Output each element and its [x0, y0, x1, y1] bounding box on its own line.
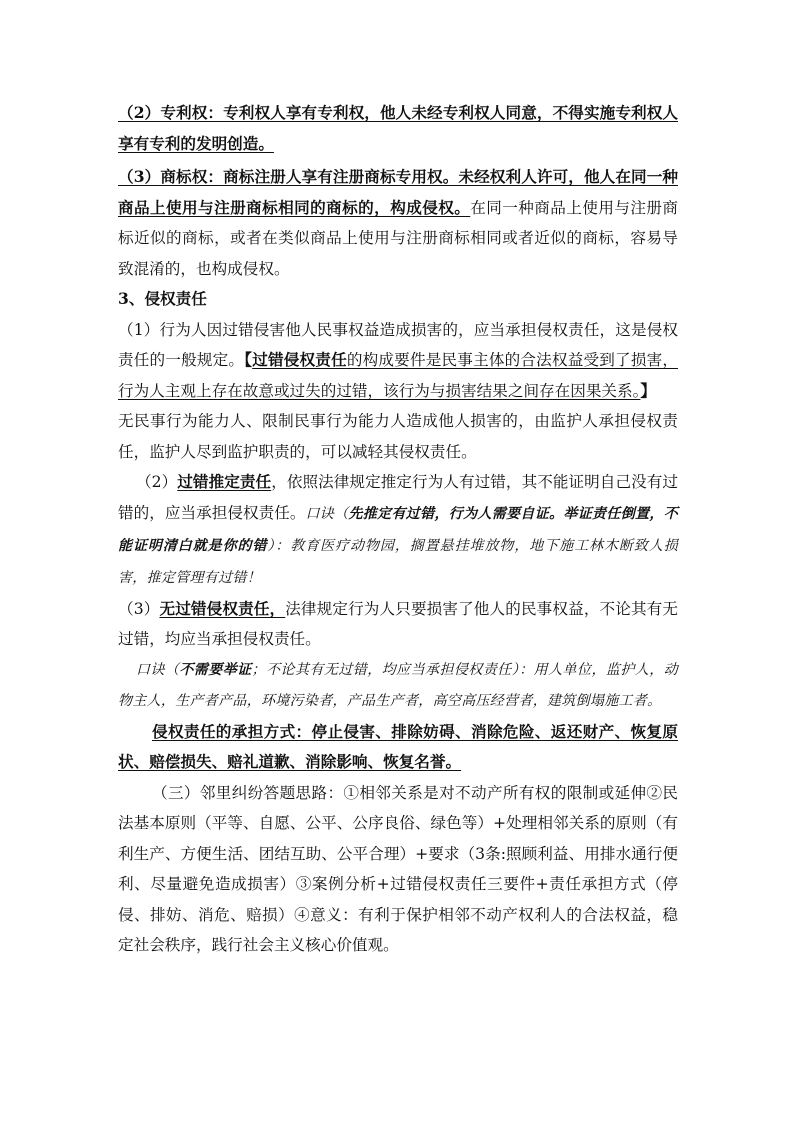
- presumed-fault-number: （2）: [136, 473, 178, 491]
- patent-right-paragraph: （2）专利权：专利权人享有专利权，他人未经专利权人同意，不得实施专利权人享有专利的发明创造。: [118, 103, 678, 153]
- fault-liability-text: （1）行为人因过错侵害他人民事权益造成损害的，应当承担侵权责任，这是侵权责任的一般规定。: [118, 320, 678, 369]
- fault-liability-term: 过错侵权责任: [252, 350, 347, 369]
- no-fault-term: 无过错侵权责任，: [159, 598, 286, 618]
- fault-liability-paragraph: [118, 315, 678, 407]
- mnemonic-text: ；不论其有无过错，均应当承担侵权责任）：用人单位，监护人，动物主人，生产者产品，环境污染者，产品生产者，高空高压经营者，建筑倒塌施工者。: [118, 661, 679, 709]
- guardian-liability-paragraph: 无民事行为能力人、限制民事行为能力人造成他人损害的，由监护人承担侵权责任，监护人尽到监护职责的，可以减轻其侵权责任。: [118, 412, 678, 461]
- mnemonic-text: ）：教育医疗动物园，搁置悬挂堆放物，地下施工林木断致人损害，推定管理有过错！: [118, 537, 679, 586]
- presumed-fault-term: 过错推定责任: [177, 472, 272, 491]
- presumed-fault-paragraph: [118, 467, 678, 594]
- presumed-fault-text: ，依照法律规定推定行为人有过错，其不能证明自己没有过错的，应当承担侵权责任。: [118, 473, 678, 522]
- trademark-right-paragraph: [118, 162, 678, 284]
- mnemonic-label: 口诀（: [305, 505, 349, 522]
- document-page: [118, 98, 678, 961]
- trademark-right-text: 在同一种商品上使用与注册商标近似的商标，或者在类似商品上使用与注册商标相同或者近似的商标，容易导致混淆的，也构成侵权。: [118, 198, 678, 278]
- bracket-close: 】: [640, 380, 656, 400]
- trademark-right-bold: （3）商标权：商标注册人享有注册商标专用权。未经权利人许可，他人在同一种商品上使用与注册商标相同的商标的，构成侵权。: [118, 167, 678, 217]
- section-heading-tort-liability: 3、侵权责任: [118, 289, 207, 308]
- no-fault-number: （3）: [118, 599, 160, 618]
- mnemonic-label: 口诀（: [136, 661, 180, 678]
- mnemonic-bold: 先推定有过错，行为人需要自证。举证责任倒置，不能证明清白就是你的错: [118, 505, 678, 554]
- no-fault-text: 法律规定行为人只要损害了他人的民事权益，不论其有无过错，均应当承担侵权责任。: [118, 599, 678, 648]
- fault-liability-elements: 的构成要件是民事主体的合法权益受到了损害，行为人主观上存在故意或过失的过错，该行为与损害结果之间存在因果关系。: [118, 351, 678, 400]
- liability-forms-paragraph: 侵权责任的承担方式：停止侵害、排除妨碍、消除危险、返还财产、恢复原状、赔偿损失、赔礼道歉、消除影响、恢复名誉。: [118, 721, 678, 771]
- no-fault-mnemonic-paragraph: [118, 655, 678, 717]
- mnemonic-bold: 不需要举证: [179, 661, 252, 678]
- no-fault-paragraph: [118, 594, 678, 655]
- bracket-open: 【: [244, 350, 253, 369]
- neighbor-dispute-paragraph: （三）邻里纠纷答题思路：①相邻关系是对不动产所有权的限制或延伸②民法基本原则（平等、自愿、公平、公序良俗、绿色等）+处理相邻关系的原则（有利生产、方便生活、团结互助、公平合理）+要求（3条:照顾利益、用排水通行便利、尽量避免造成损害）③案例分析+过错侵权责任三要件+责任承担方式（停侵、排妨、消危、赔损）④意义：有利于保护相邻不动产权利人的合法权益，稳定社会秩序，践行社会主义核心价值观。: [118, 783, 678, 954]
